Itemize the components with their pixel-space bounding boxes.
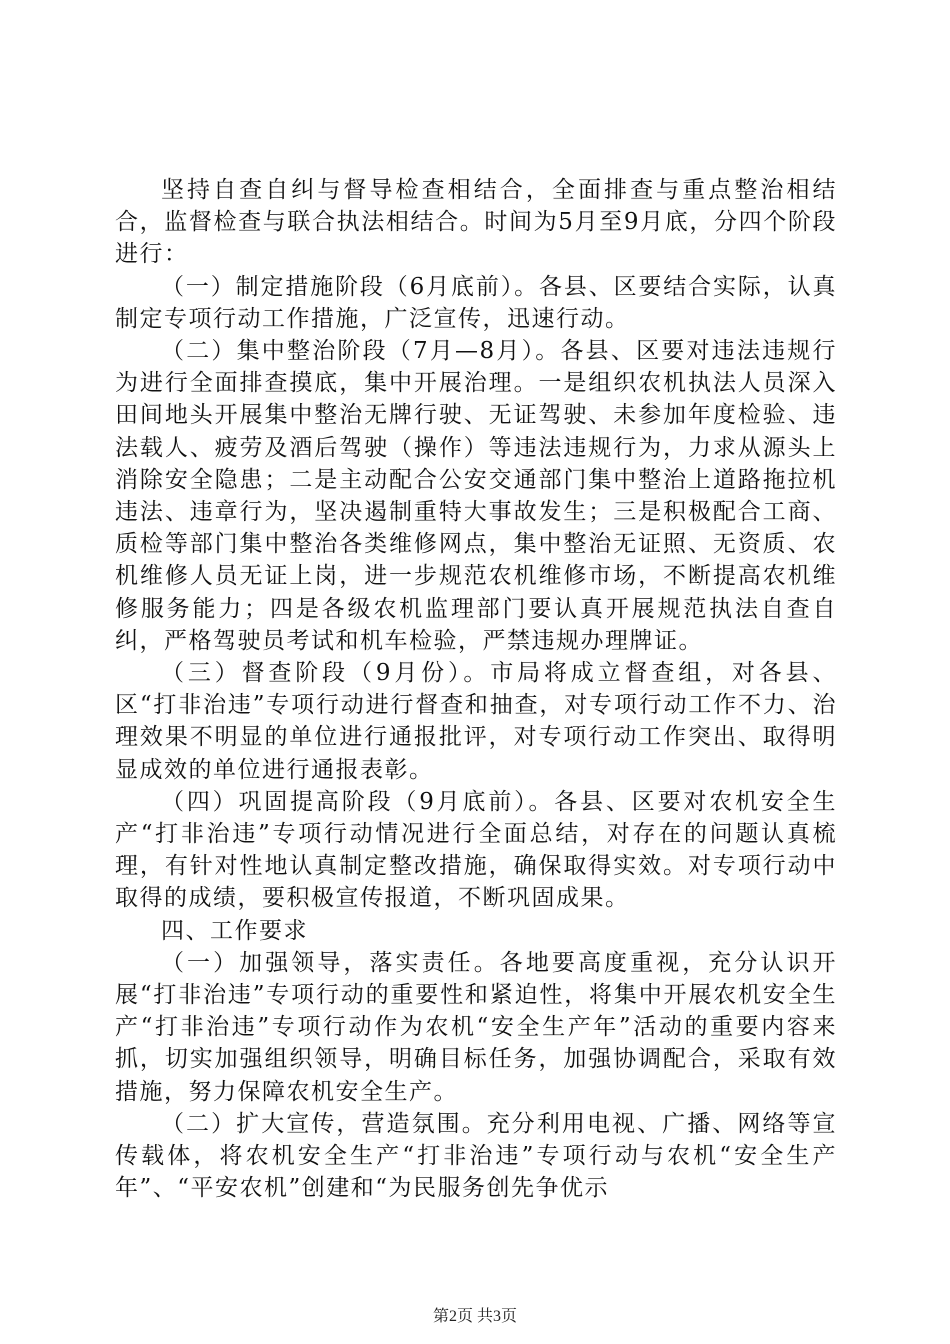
paragraph: （一）加强领导，落实责任。各地要高度重视，充分认识开展“打非治违”专项行动的重要性和紧迫性，将集中开展农机安全生产“打非治违”专项行动作为农机“安全生产年”活动的重要内容来抓，切实加强组织领导，明确目标任务，加强协调配合，采取有效措施，努力保障农机安全生产。 bbox=[115, 949, 837, 1105]
paragraph: （二）扩大宣传，营造氛围。充分利用电视、广播、网络等宣传载体，将农机安全生产“打非治违”专项行动与农机“安全生产年”、“平安农机”创建和“为民服务创先争优示 bbox=[115, 1110, 837, 1202]
paragraph: （四）巩固提高阶段（9月底前）。各县、区要对农机安全生产“打非治违”专项行动情况进行全面总结，对存在的问题认真梳理，有针对性地认真制定整改措施，确保取得实效。对专项行动中取得的成绩，要积极宣传报道，不断巩固成果。 bbox=[115, 788, 837, 912]
paragraph: （一）制定措施阶段（6月底前）。各县、区要结合实际，认真制定专项行动工作措施，广泛宣传，迅速行动。 bbox=[115, 273, 837, 332]
paragraph: 坚持自查自纠与督导检查相结合，全面排查与重点整治相结合，监督检查与联合执法相结合。时间为5月至9月底，分四个阶段进行： bbox=[115, 177, 837, 268]
paragraph: （二）集中整治阶段（7月—8月）。各县、区要对违法违规行为进行全面排查摸底，集中开展治理。一是组织农机执法人员深入田间地头开展集中整治无牌行驶、无证驾驶、未参加年度检验、违法载人、疲劳及酒后驾驶（操作）等违法违规行为，力求从源头上消除安全隐患；二是主动配合公安交通部门集中整治上道路拖拉机违法、违章行为，坚决遏制重特大事故发生；三是积极配合工商、质检等部门集中整治各类维修网点，集中整治无证照、无资质、农机维修人员无证上岗，进一步规范农机维修市场，不断提高农机维修服务能力；四是各级农机监理部门要认真开展规范执法自查自纠，严格驾驶员考试和机车检验，严禁违规办理牌证。 bbox=[115, 338, 837, 654]
section-heading: 四、工作要求 bbox=[161, 917, 308, 944]
page-footer: 第2页 共3页 bbox=[432, 1308, 517, 1325]
paragraph: （三）督查阶段（9月份）。市局将成立督查组，对各县、区“打非治违”专项行动进行督查和抽查，对专项行动工作不力、治理效果不明显的单位进行通报批评，对专项行动工作突出、取得明显成效的单位进行通报表彰。 bbox=[115, 660, 837, 783]
document-body bbox=[115, 174, 837, 1205]
